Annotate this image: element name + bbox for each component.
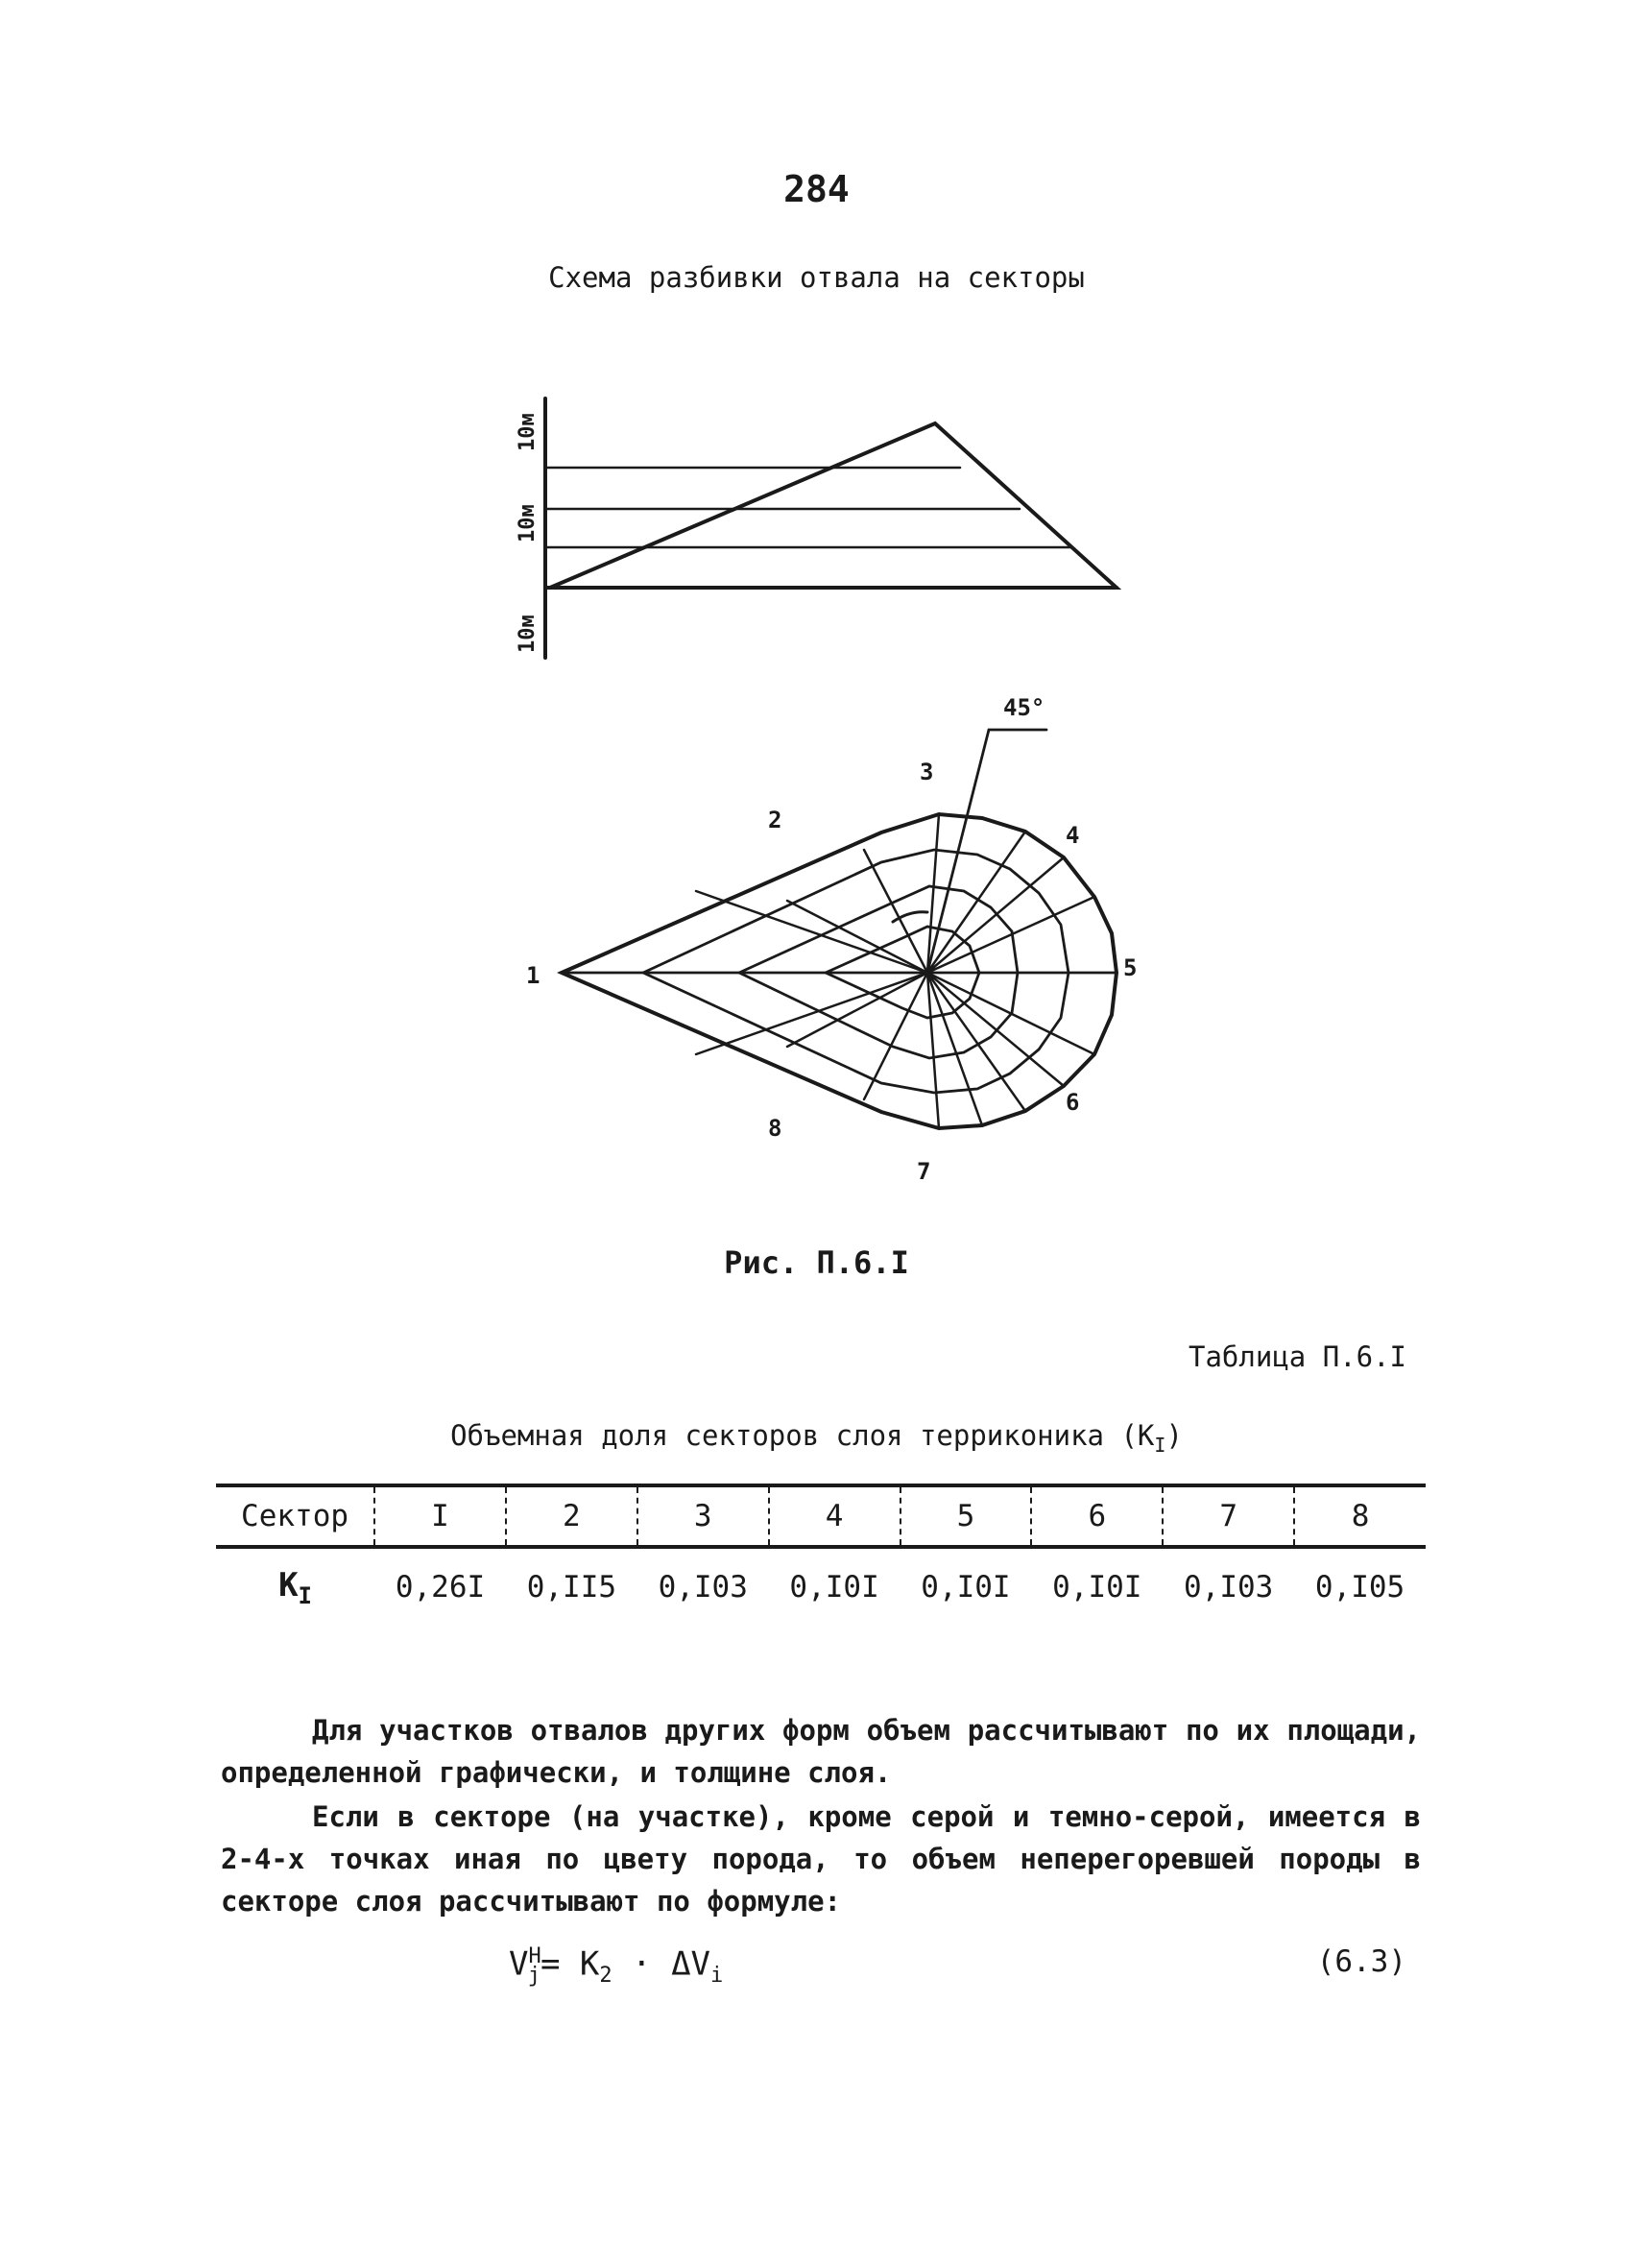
figure-caption: Рис. П.6.I bbox=[724, 1244, 909, 1281]
height-label-1: 10м bbox=[516, 413, 540, 451]
plan-view bbox=[562, 730, 1117, 1128]
value-8: 0,I05 bbox=[1314, 1570, 1405, 1604]
paragraph-2: Если в секторе (на участке), кроме серой и темно-серой, имеется в 2-4-х точках иная по цвету порода, то объем неперегоревшей породы в секторе слоя рассчитывают по формуле: bbox=[221, 1800, 1421, 1918]
header-5: 5 bbox=[901, 1485, 1032, 1547]
table-label: Таблица П.6.I bbox=[1189, 1340, 1406, 1373]
value-4: 0,I0I bbox=[789, 1570, 879, 1604]
height-label-2: 10м bbox=[516, 504, 540, 543]
formula: $V^H_j= K_2 \cdot \Delta V_i$ bbox=[509, 1944, 724, 1989]
sector-number-1: 1 bbox=[526, 962, 540, 989]
sector-number-6: 6 bbox=[1066, 1089, 1080, 1116]
table-row bbox=[216, 1547, 1426, 1626]
value-2: 0,II5 bbox=[526, 1570, 617, 1604]
value-7: 0,I03 bbox=[1184, 1570, 1274, 1604]
table-header-row bbox=[216, 1485, 1426, 1547]
header-3: 3 bbox=[637, 1485, 769, 1547]
header-1: I bbox=[374, 1485, 506, 1547]
value-1: 0,26I bbox=[395, 1570, 486, 1604]
row-label: $K_I$ bbox=[278, 1565, 312, 1609]
header-7: 7 bbox=[1163, 1485, 1294, 1547]
formula-number: (6.3) bbox=[1316, 1944, 1406, 1979]
angle-label: 45° bbox=[1003, 694, 1045, 721]
header-4: 4 bbox=[769, 1485, 901, 1547]
sector-table bbox=[216, 1484, 1426, 1626]
header-8: 8 bbox=[1294, 1485, 1426, 1547]
header-2: 2 bbox=[506, 1485, 637, 1547]
header-sector: Сектор bbox=[216, 1485, 374, 1547]
sector-number-8: 8 bbox=[768, 1115, 782, 1142]
sector-number-5: 5 bbox=[1123, 954, 1138, 981]
sector-number-7: 7 bbox=[917, 1158, 931, 1185]
page-number: 284 bbox=[783, 168, 850, 210]
paragraph-1: Для участков отвалов других форм объем рассчитывают по их площади, определенной графически, и толщине слоя. bbox=[221, 1714, 1421, 1789]
height-label-3: 10м bbox=[516, 615, 540, 653]
sector-number-2: 2 bbox=[768, 807, 782, 833]
header-6: 6 bbox=[1031, 1485, 1163, 1547]
value-3: 0,I03 bbox=[658, 1570, 748, 1604]
value-6: 0,I0I bbox=[1052, 1570, 1142, 1604]
sector-number-4: 4 bbox=[1066, 822, 1080, 849]
scheme-title: Схема разбивки отвала на секторы bbox=[548, 261, 1085, 294]
sector-number-3: 3 bbox=[920, 759, 934, 785]
value-5: 0,I0I bbox=[921, 1570, 1011, 1604]
table-title: Объемная доля секторов слоя терриконика $(K_I)$ bbox=[450, 1419, 1183, 1457]
side-view bbox=[545, 398, 1117, 658]
